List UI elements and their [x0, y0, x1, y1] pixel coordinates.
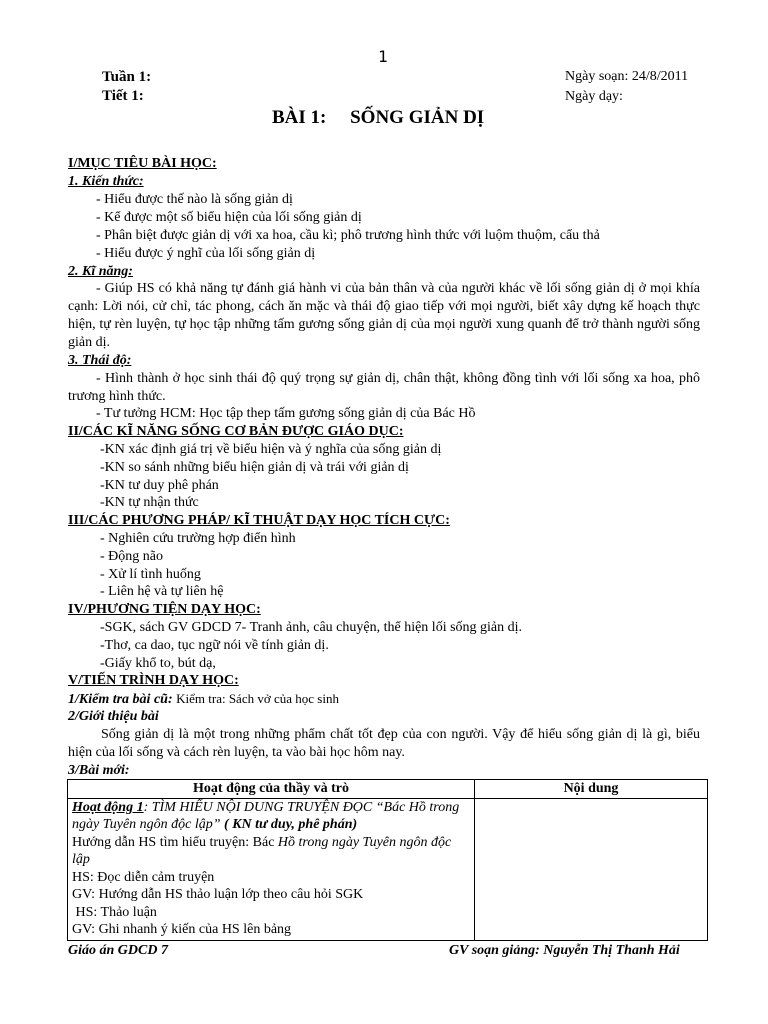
method-item: - Nghiên cứu trường hợp điển hình [100, 531, 296, 546]
knowledge-item: - Hiểu được ý nghĩ của lối sống giản dị [96, 246, 316, 261]
section5-heading: V/TIẾN TRÌNH DẠY HỌC: [68, 673, 239, 688]
new-lesson-label: 3/Bài mới: [68, 763, 130, 778]
method-item: - Liên hệ và tự liên hệ [100, 584, 224, 599]
knowledge-item: - Hiểu được thế nào là sống giản dị [96, 192, 293, 207]
skill-item: -KN tư duy phê phán [100, 478, 219, 493]
activity-skill: ( KN tư duy, phê phán) [220, 817, 358, 832]
intro-paragraph: Sống giản dị là một trong những phẩm chất tốt đẹp của con người. Vậy để hiểu sống giản dị là gì, biểu hiện của lối sống và cách rèn luyện, ta vào bài học hôm nay. [68, 727, 700, 760]
guide-line [72, 834, 470, 869]
intro-label: 2/Giới thiệu bài [68, 709, 159, 724]
knowledge-item: - Kể được một số biểu hiện của lối sống giản dị [96, 210, 362, 225]
check-label: 1/Kiểm tra bài cũ: [68, 692, 173, 707]
skill-item: -KN so sánh những biểu hiện giản dị và trái với giản dị [100, 460, 409, 475]
attitude-hcm: - Tư tưởng HCM: Học tập thep tấm gương sống giản dị của Bác Hồ [96, 406, 476, 421]
attitude-heading: 3. Thái độ: [68, 353, 132, 368]
footer-left: Giáo án GDCD 7 [68, 943, 168, 958]
material-item: -Thơ, ca dao, tục ngữ nói về tính giản dị. [100, 638, 329, 653]
lesson-table [67, 779, 708, 941]
check-line [68, 690, 339, 709]
col-header-activities: Hoạt động của thầy và trò [68, 780, 475, 799]
knowledge-item: - Phân biệt được giản dị với xa hoa, cầu kì; phô trương hình thức với luộm thuộm, cẩu thả [96, 228, 600, 243]
skill-item: -KN tự nhận thức [100, 495, 199, 510]
activity-row: GV: Hướng dẫn HS thảo luận lớp theo câu hỏi SGK [72, 887, 364, 902]
skill-heading: 2. Kĩ năng: [68, 264, 133, 279]
activities-cell [68, 798, 475, 940]
skill-item: -KN xác định giá trị về biểu hiện và ý nghĩa của sống giản dị [100, 442, 442, 457]
material-item: -Giấy khổ to, bút dạ, [100, 656, 216, 671]
activity-label: Hoạt động 1 [72, 799, 144, 815]
teach-date: Ngày dạy: [565, 89, 623, 104]
activity-row: GV: Ghi nhanh ý kiến của HS lên bảng [72, 922, 292, 937]
prep-date: Ngày soạn: 24/8/2011 [565, 69, 689, 84]
material-item: -SGK, sách GV GDCD 7- Tranh ảnh, câu chuyện, thể hiện lối sống giản dị. [100, 620, 523, 635]
section3-heading: III/CÁC PHƯƠNG PHÁP/ KĨ THUẬT DẠY HỌC TÍCH CỰC: [68, 513, 450, 528]
activity-heading [72, 799, 470, 834]
section2-heading: II/CÁC KĨ NĂNG SỐNG CƠ BẢN ĐƯỢC GIÁO DỤC: [68, 424, 404, 439]
method-item: - Động não [100, 549, 163, 564]
col-header-content: Nội dung [475, 780, 708, 799]
section4-heading: IV/PHƯƠNG TIỆN DẠY HỌC: [68, 602, 261, 617]
section1-heading: I/MỤC TIÊU BÀI HỌC: [68, 156, 217, 171]
knowledge-heading: 1. Kiến thức: [68, 174, 144, 189]
check-text: Kiểm tra: Sách vở của học sinh [176, 691, 339, 706]
week-label: Tuần 1: [102, 69, 152, 85]
lesson-title: BÀI 1: SỐNG GIẢN DỊ [272, 107, 485, 128]
activity-row: HS: Đọc diễn cảm truyện [72, 869, 215, 885]
period-label: Tiết 1: [102, 88, 144, 104]
guide-prefix: Hướng dẫn HS tìm hiểu truyện: Bác [72, 834, 278, 850]
method-item: - Xử lí tình huống [100, 567, 201, 582]
content-cell [475, 798, 708, 940]
activity-row: HS: Thảo luận [72, 904, 157, 920]
skill-paragraph: - Giúp HS có khả năng tự đánh giá hành vi của bản thân và của người khác về lối sống giản dị ở mọi khía cạnh: Lời nói, cử chỉ, tác phong, cách ăn mặc và thái độ giao tiếp với mọi người, biết xây dựng kế hoạch thực hiện, tự rèn luyện, tự học tập những tấm gương sống giản dị của mọi người xung quanh để trở thành người sống giản dị. [68, 281, 700, 350]
activity-title: : TÌM HIỂU NỘI DUNG TRUYỆN ĐỌC “Bác Hồ trong ngày Tuyên ngôn độc lập” [72, 799, 460, 832]
footer-right: GV soạn giảng: Nguyễn Thị Thanh Hải [449, 943, 680, 958]
attitude-paragraph: - Hình thành ở học sinh thái độ quý trọng sự giản dị, chân thật, không đồng tình với lối sống xa hoa, phô trương hình thức. [68, 371, 700, 404]
guide-story: Hồ trong ngày Tuyên ngôn độc lập [72, 834, 452, 867]
page-number: 1 [378, 47, 388, 66]
